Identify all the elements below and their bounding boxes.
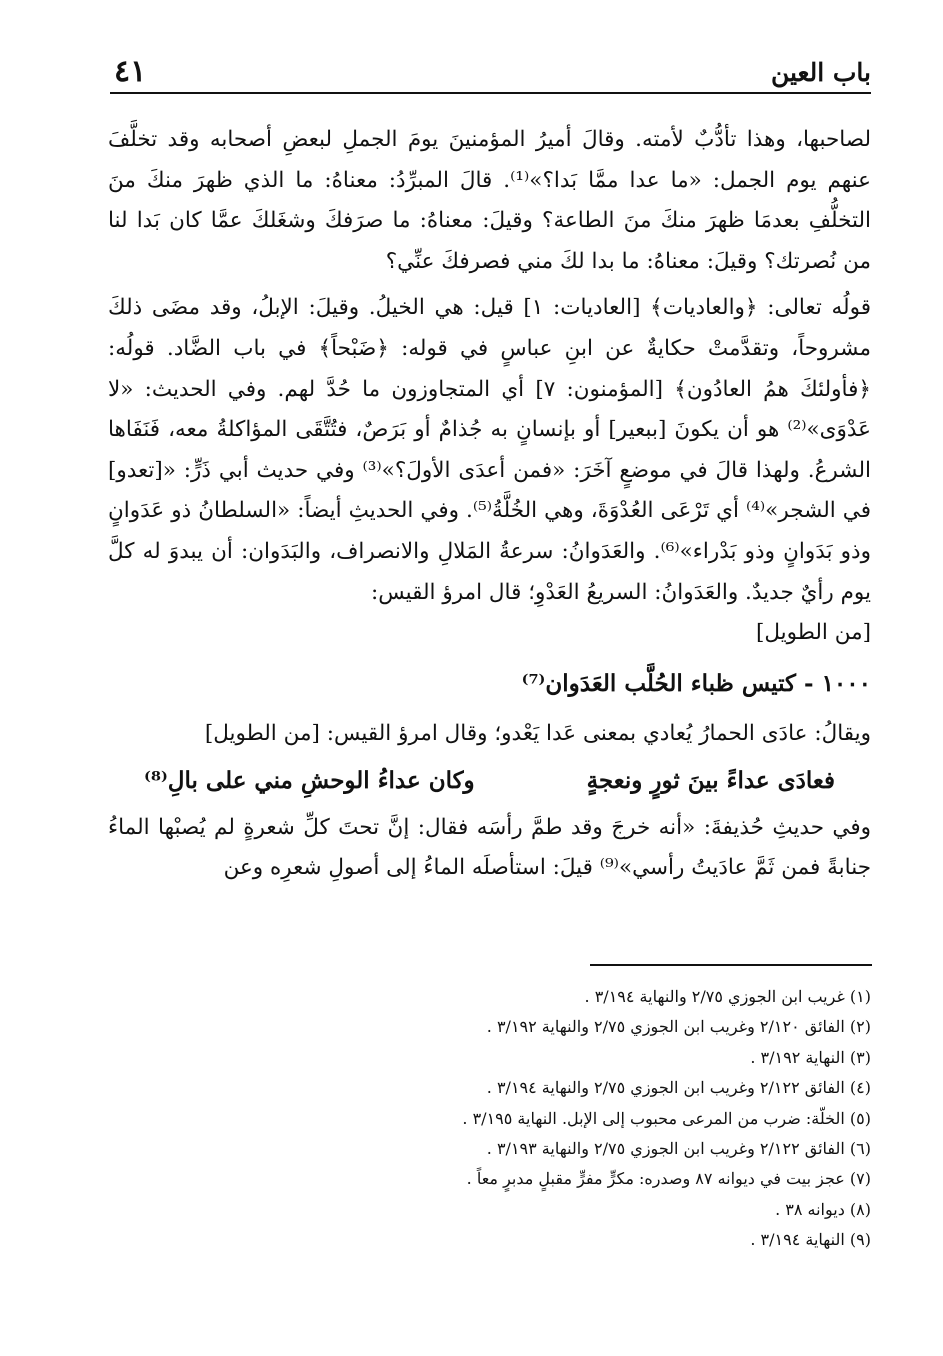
footnote: (٥) الخلّة: ضرب من المرعى محبوب إلى الإبل. النهاية ٣/١٩٥ .: [462, 1108, 871, 1128]
footnote-divider: [590, 964, 872, 966]
footnote: (٢) الفائق ٢/١٢٠ وغريب ابن الجوزي ٢/٧٥ والنهاية ٣/١٩٢ .: [486, 1017, 871, 1037]
running-title: باب العين: [770, 58, 871, 87]
footnote: (٨) ديوانه ٣٨ .: [775, 1199, 871, 1219]
footnote: (٤) الفائق ٢/١٢٢ وغريب ابن الجوزي ٢/٧٥ والنهاية ٣/١٩٤ .: [486, 1078, 871, 1098]
paragraph-2-text: قولُه تعالى: ﴿والعاديات﴾ [العاديات: ١] قيل: هي الخيلُ. وقيلَ: الإبلُ، وقد مضَى ذلكَ مشروحاً، وتقدَّمتْ حكايةٌ عن ابنِ عباسٍ في قوله: ﴿ضَبْحاً﴾ في باب الضَّاد. قولُه: ﴿فأولئكَ همُ العادُون﴾ [المؤمنون: ٧] أي المتجاوزون ما حُدَّ لهم. وفي الحديث: «لا عَدْوَى»⁽²⁾ هو أن يكونَ [ببعير] أو بإنسانٍ به جُذامٌ أو بَرَصٌ، فتُتَّقَى المؤاكلةُ معه، فَنَفَاها الشرعُ. ولهذا قالَ في موضعٍ آخَرَ: «فمن أعدَى الأولَ؟»⁽³⁾ وفي حديث أبي ذَرٍّ: «[تعدو] في الشجر»⁽⁴⁾ أي تَرْعَى العُدْوَةَ، وهي الخُلَّةُ⁽⁵⁾. وفي الحديثِ أيضاً: «السلطانُ ذو عَدَوانٍ وذو بَدَوانٍ وذو بَدْراء»⁽⁶⁾. والعَدَوانُ: سرعةُ المَلالِ والانصراف، والبَدَوان: أن يبدوَ له كلَّ يوم رأيٌ جديدٌ. والعَدَوانُ: السريعُ العَدْوِ؛ قال امرؤ القيس:: [108, 295, 872, 605]
page-header: [110, 52, 871, 94]
footnote: (٦) الفائق ٢/١٢٢ وغريب ابن الجوزي ٢/٧٥ والنهاية ٣/١٩٣ .: [486, 1139, 871, 1159]
entry-heading: ١٠٠٠ - كتيس ظباء الحُلَّب العَدَوان⁽⁷⁾: [521, 669, 871, 697]
paragraph-2: [108, 288, 871, 653]
meter-label: [من الطويل]: [755, 620, 871, 646]
main-text: [108, 120, 871, 895]
footnote: (٣) النهاية ٣/١٩٢ .: [750, 1047, 871, 1067]
poetry-verse: [108, 761, 871, 802]
paragraph-3: ويقالُ: عادَى الحمارُ يُعادي بمعنى عَدا يَعْدو؛ وقال امرؤ القيس: [من الطويل]: [204, 721, 871, 747]
footnote: (٩) النهاية ٣/١٩٤ .: [750, 1230, 871, 1250]
footnotes: [351, 982, 871, 1256]
paragraph-4: وفي حديثِ حُذيفةَ: «أنه خرجَ وقد طمَّ رأسَه فقال: إنَّ تحتَ كلِّ شعرةٍ لم يُصبْها الماءُ جنابةً فمن ثَمَّ عادَيتُ رأسي»⁽⁹⁾ قيلَ: استأصلَه الماءُ إلى أصولِ شعرِه وعن: [108, 814, 871, 881]
paragraph-1: لصاحبها، وهذا تأدُّبٌ لأمته. وقالَ أميرُ المؤمنينَ يومَ الجملِ لبعضِ أصحابه وقد تخلَّفَ عنهم يوم الجمل: «ما عدا ممَّا بَدا؟»⁽¹⁾. قالَ المبرِّدُ: معناهُ: ما الذي ظهرَ منكَ منَ التخلُّفِ بعدمَا ظهرَ منكَ منَ الطاعة؟ وقيلَ: معناهُ: ما صرَفكَ وشغَلكَ عمَّا كان بَدا لنا من نُصرتك؟ وقيلَ: معناهُ: ما بدا لكَ مني فصرفكَ عنِّي؟: [108, 127, 871, 274]
verse-second-hemistich: وكان عداءُ الوحشِ مني على بالِ⁽⁸⁾: [144, 766, 475, 794]
footnote: (٧) عجز بيت في ديوانه ٨٧ وصدره: مكرٍّ مفرٍّ مقبلٍ مدبرٍ معاً .: [466, 1169, 871, 1189]
footnote: (١) غريب ابن الجوزي ٢/٧٥ والنهاية ٣/١٩٤ .: [584, 987, 871, 1006]
page-number: ٤١: [114, 54, 147, 89]
verse-first-hemistich: فعادَى عداءً بينَ ثورٍ ونعجةٍ: [586, 766, 835, 794]
